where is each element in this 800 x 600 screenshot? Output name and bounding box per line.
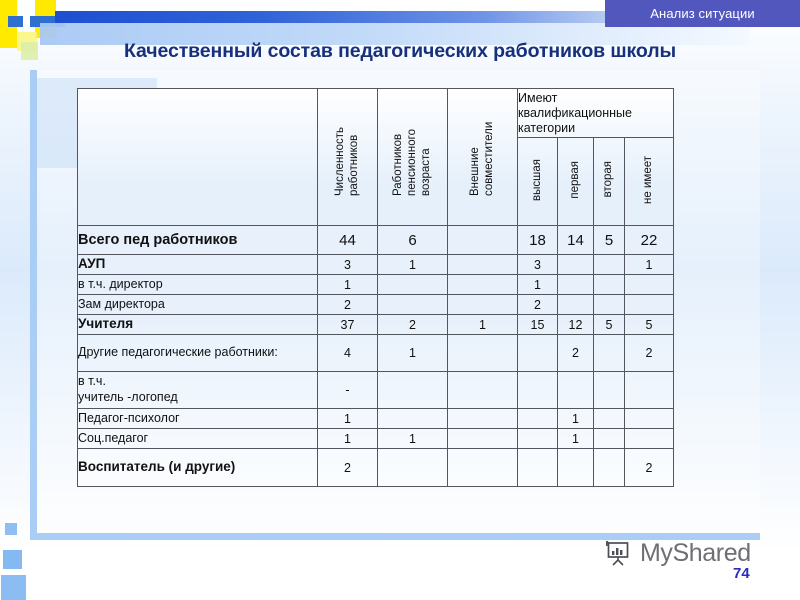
row-cell: 1 <box>625 255 674 275</box>
row-cell: 37 <box>318 315 378 335</box>
row-cell: 4 <box>318 335 378 372</box>
row-cell <box>594 335 625 372</box>
row-cell <box>594 449 625 487</box>
header-col-category-second-label: вторая <box>602 161 615 198</box>
row-cell: 1 <box>318 409 378 429</box>
row-cell: 2 <box>625 449 674 487</box>
row-label: АУП <box>78 255 318 275</box>
row-label: Всего пед работников <box>78 226 318 255</box>
row-cell <box>558 275 594 295</box>
header-col-pension-age-label: Работников пенсионного возраста <box>392 129 433 196</box>
header-col-category-none-label: не имеет <box>642 155 655 204</box>
row-cell: 2 <box>318 449 378 487</box>
row-cell <box>594 372 625 409</box>
row-cell: 1 <box>378 429 448 449</box>
header-col-external <box>448 89 518 226</box>
row-cell: 1 <box>558 429 594 449</box>
row-cell: 2 <box>518 295 558 315</box>
row-cell <box>594 295 625 315</box>
table-row <box>78 275 674 295</box>
row-cell <box>625 295 674 315</box>
row-cell <box>448 226 518 255</box>
row-cell <box>558 295 594 315</box>
row-cell: 1 <box>378 255 448 275</box>
row-cell: 1 <box>318 429 378 449</box>
row-cell: 2 <box>318 295 378 315</box>
table-row <box>78 409 674 429</box>
decor-frame-vertical <box>30 70 37 540</box>
row-label: Учителя <box>78 315 318 335</box>
staff-table-container <box>77 88 673 487</box>
row-cell: 2 <box>378 315 448 335</box>
presentation-board-icon <box>604 538 634 568</box>
row-cell <box>518 429 558 449</box>
header-col-category-highest-label: высшая <box>530 158 543 201</box>
row-cell <box>448 372 518 409</box>
table-row <box>78 295 674 315</box>
row-cell: 1 <box>448 315 518 335</box>
row-cell: 22 <box>625 226 674 255</box>
row-cell <box>625 429 674 449</box>
row-cell: 2 <box>625 335 674 372</box>
row-cell <box>594 255 625 275</box>
row-cell <box>448 295 518 315</box>
row-cell <box>448 429 518 449</box>
staff-qualification-table <box>77 88 674 487</box>
row-cell <box>558 255 594 275</box>
myshared-logo <box>604 538 751 568</box>
header-col-headcount-label: Численность работников <box>334 126 361 196</box>
row-cell: 3 <box>318 255 378 275</box>
row-cell: 1 <box>558 409 594 429</box>
row-cell <box>625 275 674 295</box>
header-col-external-label: Внешние совместители <box>469 121 496 196</box>
row-label: в т.ч. учитель -логопед <box>78 372 318 409</box>
table-header-group <box>78 89 674 226</box>
row-cell <box>378 295 448 315</box>
row-label: Другие педагогические работники: <box>78 335 318 372</box>
myshared-logo-text: MyShared <box>640 538 751 567</box>
row-cell <box>448 449 518 487</box>
row-cell: 1 <box>378 335 448 372</box>
row-cell: 15 <box>518 315 558 335</box>
row-cell: 2 <box>558 335 594 372</box>
header-col-headcount <box>318 89 378 226</box>
table-body <box>78 226 674 487</box>
row-cell: 18 <box>518 226 558 255</box>
row-cell <box>378 372 448 409</box>
row-cell <box>378 409 448 429</box>
row-cell: 5 <box>594 315 625 335</box>
row-cell: 44 <box>318 226 378 255</box>
row-cell <box>448 255 518 275</box>
row-cell <box>378 275 448 295</box>
table-row <box>78 449 674 487</box>
row-cell <box>518 372 558 409</box>
row-cell <box>594 275 625 295</box>
header-col-category-none <box>625 138 674 226</box>
header-col-category-second <box>594 138 625 226</box>
decor-blue-square <box>8 16 23 27</box>
table-row <box>78 315 674 335</box>
topic-banner-label: Анализ ситуации <box>650 6 755 21</box>
table-row <box>78 335 674 372</box>
table-row <box>78 429 674 449</box>
row-cell: 5 <box>625 315 674 335</box>
row-cell: 5 <box>594 226 625 255</box>
row-cell <box>448 335 518 372</box>
row-cell <box>518 335 558 372</box>
row-cell <box>448 275 518 295</box>
row-cell: 12 <box>558 315 594 335</box>
page-number: 74 <box>733 565 750 582</box>
decor-square-medium <box>3 550 22 569</box>
row-cell: 6 <box>378 226 448 255</box>
row-label: Воспитатель (и другие) <box>78 449 318 487</box>
topic-banner <box>605 0 800 27</box>
row-cell <box>518 409 558 429</box>
header-col-category-highest <box>518 138 558 226</box>
table-row <box>78 372 674 409</box>
decor-square-small <box>5 523 17 535</box>
row-label: Зам директора <box>78 295 318 315</box>
row-cell: 3 <box>518 255 558 275</box>
row-cell <box>594 429 625 449</box>
row-label: в т.ч. директор <box>78 275 318 295</box>
header-group-categories: Имеют квалификационные категории <box>518 89 674 138</box>
row-cell <box>594 409 625 429</box>
header-col-category-first-label: первая <box>568 160 581 199</box>
row-cell <box>558 449 594 487</box>
row-cell <box>518 449 558 487</box>
row-cell <box>448 409 518 429</box>
row-cell: 1 <box>518 275 558 295</box>
row-cell <box>625 372 674 409</box>
header-col-pension-age <box>378 89 448 226</box>
row-cell <box>625 409 674 429</box>
row-cell: 14 <box>558 226 594 255</box>
row-cell: - <box>318 372 378 409</box>
table-row <box>78 255 674 275</box>
header-corner-cell <box>78 89 318 226</box>
decor-square-large <box>1 575 26 600</box>
table-row <box>78 226 674 255</box>
row-cell <box>378 449 448 487</box>
header-col-category-first <box>558 138 594 226</box>
table-header-row-group <box>78 89 674 138</box>
row-cell <box>558 372 594 409</box>
row-label: Соц.педагог <box>78 429 318 449</box>
row-label: Педагог-психолог <box>78 409 318 429</box>
page-title: Качественный состав педагогических работников школы <box>123 40 677 62</box>
row-cell: 1 <box>318 275 378 295</box>
